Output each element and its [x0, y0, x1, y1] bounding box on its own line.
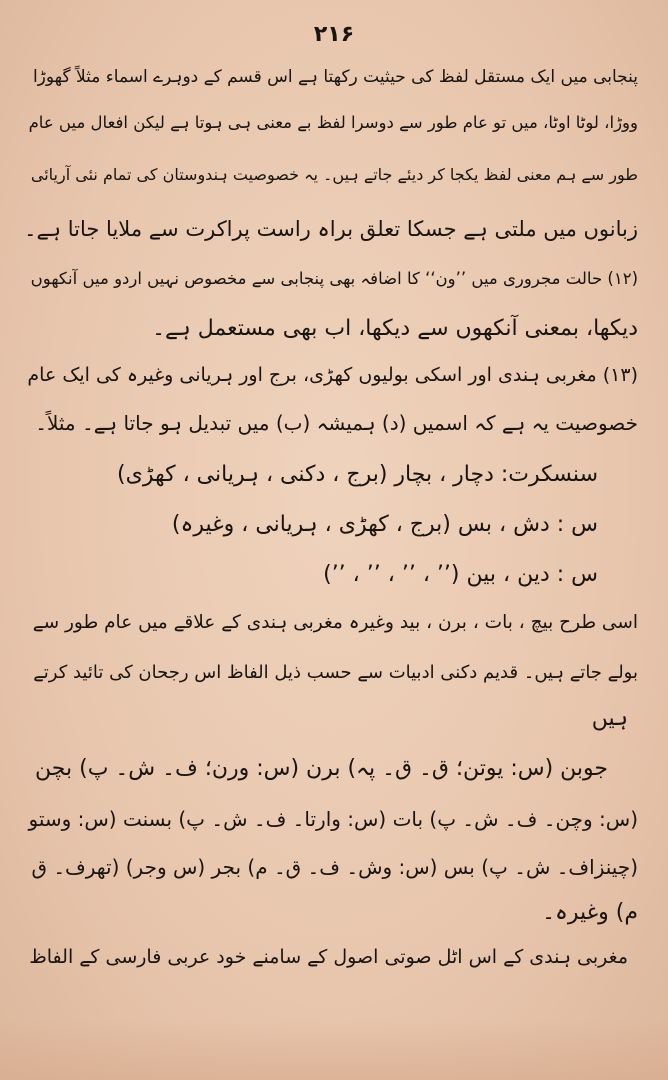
text-line-1: پنجابی میں ایک مستقل لفظ کی حیثیت رکھتا ہے اس قسم کے دوہرے اسماء مثلاً گھوڑا — [32, 67, 638, 87]
text-line-10: بولے جاتے ہیں۔ قدیم دکنی ادبیات سے حسب ذیل الفاظ اس رجحان کی تائید کرتے — [33, 662, 638, 683]
text-line-6: دیکھا، بمعنی آنکھوں سے دیکھا، اب بھی مستعمل ہے۔ — [152, 316, 638, 341]
example-line-3: س : دین ، بین (’’ ، ’’ ، ’’ ، ’’) — [323, 562, 598, 587]
text-line-4: زبانوں میں ملتی ہے جسکا تعلق براہ راست پراکرت سے ملایا جاتا ہے۔ — [24, 217, 638, 241]
text-line-8: خصوصیت یہ ہے کہ اسمیں (د) ہمیشہ (ب) میں تبدیل ہو جاتا ہے۔ مثلاً۔ — [35, 411, 638, 435]
text-line-3: طور سے ہم معنی لفظ یکجا کر دیئے جاتے ہیں۔ یہ خصوصیت ہندوستان کی تمام نئی آریائی — [30, 165, 638, 184]
text-line-2: ووڑا، لوٹا اوٹا، میں تو عام طور سے دوسرا لفظ بے معنی ہی ہوتا ہے لیکن افعال میں عام — [28, 113, 638, 132]
word-list-line-2: (س: وچن۔ ف۔ ش۔ پ) بات (س: وارتا۔ ف۔ ش۔ پ) بسنت (س: وستو — [28, 807, 638, 831]
example-line-1: سنسکرت: دچار ، بچار (برج ، دکنی ، ہریانی ، کھڑی) — [117, 462, 598, 487]
page-number: ۲۱۶ — [313, 22, 355, 47]
word-list-line-3: (چینزاف۔ ش۔ پ) بس (س: وش۔ ف۔ ق۔ م) بجر (س وجر) (تھرف۔ ق — [31, 855, 638, 879]
page-bottom-shading — [0, 1020, 668, 1080]
word-list-line-4: م) وغیرہ۔ — [542, 900, 638, 925]
text-line-7: (۱۳) مغربی ہندی اور اسکی بولیوں کھڑی، برج اور ہریانی وغیرہ کی ایک عام — [27, 364, 638, 386]
text-line-5: (۱۲) حالت مجروری میں ’’ون‘‘ کا اضافہ بھی پنجابی سے مخصوص نہیں اردو میں آنکھوں — [30, 269, 638, 288]
text-line-9: اسی طرح بیچ ، بات ، برن ، بید وغیرہ مغربی ہندی کے علاقے میں عام طور سے — [32, 612, 638, 633]
text-line-12: مغربی ہندی کے اس اٹل صوتی اصول کے سامنے خود عربی فارسی کے الفاظ — [29, 946, 628, 968]
word-list-line-1: جوبن (س: یوتن؛ ق۔ ق۔ پہ) برن (س: ورن؛ ف۔ ش۔ پ) بچن — [35, 756, 608, 781]
text-line-11: ہیں — [591, 706, 628, 731]
example-line-2: س : دش ، بس (برج ، کھڑی ، ہریانی ، وغیرہ) — [171, 512, 598, 537]
